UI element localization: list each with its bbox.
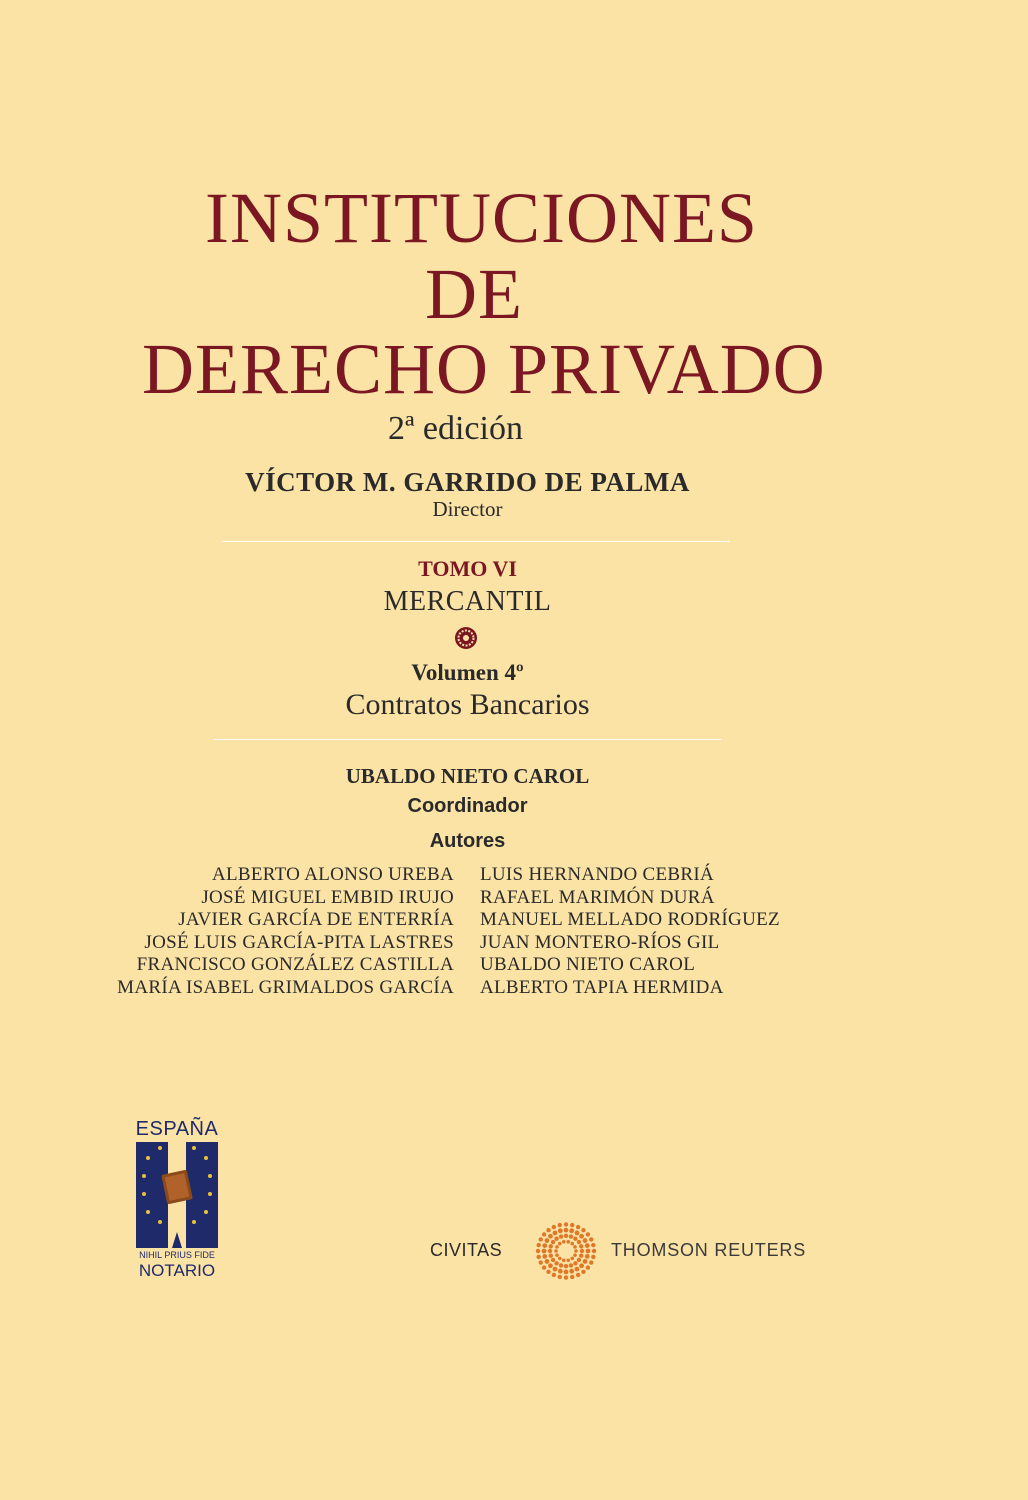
logo-dot [579, 1244, 583, 1248]
logo-dot [545, 1259, 550, 1264]
logo-dot [539, 1260, 543, 1264]
logo-dot [574, 1249, 578, 1253]
logo-dot [558, 1257, 562, 1261]
author-name: UBALDO NIETO CAROL [480, 954, 696, 976]
logo-dot [551, 1240, 555, 1244]
director-role: Director [432, 497, 503, 521]
tomo-subject: MERCANTIL [383, 586, 552, 617]
logo-dot [564, 1222, 568, 1226]
logo-dot [555, 1253, 559, 1257]
logo-dot [553, 1267, 558, 1272]
notario-logo-top-text: ESPAÑA [135, 1118, 219, 1140]
tomo-label: TOMO VI [418, 556, 517, 581]
divider-top [222, 541, 730, 542]
logo-dot [542, 1232, 546, 1236]
logo-dot [564, 1275, 568, 1279]
logo-dot [542, 1249, 547, 1254]
authors-heading: Autores [429, 830, 506, 852]
notario-logo [134, 1118, 220, 1284]
logo-dot [569, 1269, 574, 1274]
logo-dot [583, 1238, 588, 1243]
logo-dot [581, 1270, 585, 1274]
logo-dot [564, 1264, 568, 1268]
logo-dot [577, 1240, 581, 1244]
coordinator-name: UBALDO NIETO CAROL [345, 764, 590, 788]
logo-dot [589, 1260, 593, 1264]
logo-dot [537, 1255, 541, 1259]
logo-dot [585, 1243, 590, 1248]
logo-dot [579, 1234, 584, 1239]
logo-dot [558, 1275, 562, 1279]
volumen-label: Volumen 4º [411, 660, 524, 685]
logo-dot [546, 1228, 550, 1232]
logo-dot [548, 1234, 553, 1239]
logo-dot [576, 1273, 580, 1277]
authors-right-column [480, 864, 780, 1000]
logo-dot [562, 1258, 566, 1262]
logo-dot [566, 1258, 570, 1262]
logo-dot [573, 1237, 577, 1241]
logo-dot [569, 1263, 573, 1267]
logo-dot [559, 1263, 563, 1267]
logo-dot [564, 1228, 569, 1233]
author-name: ALBERTO ALONSO UREBA [211, 864, 454, 885]
logo-dot [579, 1263, 584, 1268]
author-name: RAFAEL MARIMÓN DURÁ [480, 886, 715, 908]
logo-dot [586, 1265, 590, 1269]
logo-dot [554, 1261, 558, 1265]
logo-dot [575, 1267, 580, 1272]
logo-dot [542, 1243, 547, 1248]
logo-dot [536, 1249, 540, 1253]
logo-dot [586, 1232, 590, 1236]
logo-dot [558, 1228, 563, 1233]
logo-dot [558, 1242, 562, 1246]
thomson-reuters-logo-icon [533, 1220, 599, 1282]
logo-dot [585, 1254, 590, 1259]
notario-logo-motto: NIHIL PRIUS FIDE [139, 1250, 215, 1260]
director-name: VÍCTOR M. GARRIDO DE PALMA [245, 467, 690, 497]
title-line-2: DE [425, 254, 523, 334]
logo-dot [580, 1249, 584, 1253]
logo-dot [542, 1265, 546, 1269]
authors-left-column [117, 864, 454, 1000]
ornament-icon [454, 626, 478, 650]
logo-dot [552, 1225, 556, 1229]
logo-dot [566, 1240, 570, 1244]
coordinator-role: Coordinador [407, 795, 528, 817]
logo-dot [570, 1275, 574, 1279]
logo-dot [569, 1228, 574, 1233]
logo-dot [551, 1258, 555, 1262]
title-line-3: DERECHO PRIVADO [142, 329, 826, 409]
logo-dot [564, 1270, 569, 1275]
logo-dot [539, 1237, 543, 1241]
logo-dot [548, 1263, 553, 1268]
publisher-thomson-reuters: THOMSON REUTERS [611, 1240, 807, 1260]
logo-dot [552, 1273, 556, 1277]
logo-dot [570, 1242, 574, 1246]
author-name: JOSÉ LUIS GARCÍA-PITA LASTRES [144, 931, 454, 953]
logo-dot [558, 1223, 562, 1227]
logo-dot [592, 1249, 596, 1253]
divider-bottom [214, 739, 722, 740]
logo-dot [559, 1234, 563, 1238]
publisher-civitas: CIVITAS [430, 1240, 503, 1260]
logo-dot [564, 1234, 568, 1238]
logo-dot [575, 1231, 580, 1236]
logo-dot [546, 1270, 550, 1274]
logo-dot [554, 1249, 558, 1253]
author-name: JOSÉ MIGUEL EMBID IRUJO [201, 886, 454, 908]
author-name: FRANCISCO GONZÁLEZ CASTILLA [136, 954, 454, 976]
logo-dot [581, 1228, 585, 1232]
notario-shield-icon [136, 1142, 218, 1248]
logo-dot [583, 1259, 588, 1264]
author-name: JUAN MONTERO-RÍOS GIL [480, 931, 720, 953]
notario-logo-bottom-text: NOTARIO [138, 1261, 216, 1280]
logo-dot [562, 1240, 566, 1244]
edition: 2ª edición [388, 410, 523, 447]
logo-dot [577, 1258, 581, 1262]
logo-dot [589, 1237, 593, 1241]
logo-dot [558, 1269, 563, 1274]
author-name: MANUEL MELLADO RODRÍGUEZ [480, 909, 780, 931]
author-name: MARÍA ISABEL GRIMALDOS GARCÍA [117, 976, 454, 998]
logo-dot [549, 1244, 553, 1248]
logo-dot [586, 1249, 591, 1254]
logo-dot [549, 1254, 553, 1258]
logo-dot [554, 1237, 558, 1241]
logo-dot [537, 1243, 541, 1247]
logo-dot [570, 1257, 574, 1261]
title-line-1: INSTITUCIONES [205, 178, 758, 258]
logo-dot [573, 1245, 577, 1249]
logo-dot [569, 1234, 573, 1238]
logo-dot [579, 1254, 583, 1258]
logo-dot [591, 1243, 595, 1247]
logo-dot [545, 1238, 550, 1243]
author-name: ALBERTO TAPIA HERMIDA [480, 976, 724, 998]
logo-dot [548, 1249, 552, 1253]
logo-dot [555, 1245, 559, 1249]
logo-dot [542, 1254, 547, 1259]
author-name: JAVIER GARCÍA DE ENTERRÍA [178, 909, 454, 931]
logo-dot [576, 1225, 580, 1229]
logo-dot [591, 1255, 595, 1259]
logo-dot [553, 1231, 558, 1236]
logo-dot [570, 1223, 574, 1227]
logo-dot [573, 1253, 577, 1257]
logo-dot [573, 1261, 577, 1265]
volumen-subject: Contratos Bancarios [345, 688, 590, 721]
author-name: LUIS HERNANDO CEBRIÁ [480, 864, 714, 885]
